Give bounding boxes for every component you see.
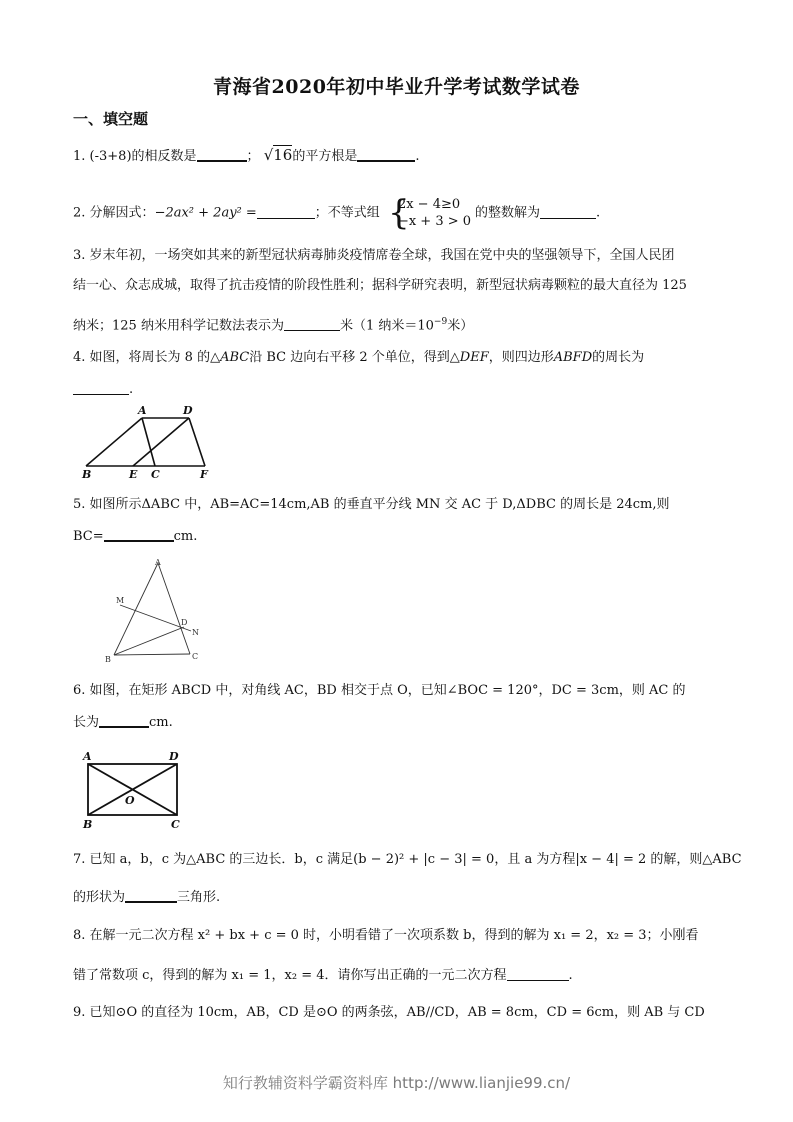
radicand: 16: [273, 146, 293, 164]
question-text: (-3+8)的相反数是: [89, 149, 197, 164]
question-text: 纳米；125 纳米用科学记数法表示为: [73, 318, 284, 334]
segment-ac: [158, 563, 190, 654]
label-a: A: [138, 404, 147, 417]
section-heading: 一、填空题: [73, 110, 149, 128]
question-text: cm.: [149, 715, 173, 730]
question-8-line-1: [73, 926, 733, 946]
answer-blank[interactable]: [284, 316, 340, 331]
question-text: 的周长为: [592, 350, 645, 365]
question-text: cm.: [173, 529, 198, 544]
question-8-line-2: [73, 966, 733, 986]
question-number: 3.: [73, 248, 86, 263]
question-4: [73, 348, 733, 368]
question-9-line-1: [73, 1003, 733, 1023]
question-5-line-2: [73, 526, 733, 547]
math-expression: −2ax² + 2ay² =: [154, 205, 257, 221]
label-d: D: [169, 750, 179, 763]
figure-triangle-bisector: [100, 555, 210, 670]
question-text: 分解因式：: [89, 205, 155, 221]
question-text: 在解一元二次方程 x² + bx + c = 0 时，小明看错了一次项系数 b，得到的解为 x₁ = 2，x₂ = 3；小刚看: [89, 928, 699, 943]
figure-rectangle: [78, 748, 188, 832]
question-7-line-1: [73, 850, 742, 870]
answer-blank[interactable]: [104, 526, 174, 542]
label-d: D: [181, 618, 188, 627]
label-b: B: [82, 468, 92, 481]
answer-blank[interactable]: [73, 380, 129, 395]
question-text: 长为: [73, 715, 100, 730]
question-text: 结一心、众志成城，取得了抗击疫情的阶段性胜利；据科学研究表明，新型冠状病毒颗粒的最大直径为 125: [73, 278, 687, 293]
question-3-line-2: [73, 276, 733, 296]
question-number: 7.: [73, 852, 86, 867]
segment-ba: [86, 418, 142, 466]
label-c: C: [171, 818, 180, 831]
question-3-line-3: [73, 312, 733, 336]
question-5-line-1: [73, 495, 733, 515]
question-text: 的形状为: [73, 890, 126, 905]
question-text: 如图，将周长为 8 的: [89, 350, 211, 365]
question-text: 的整数解为: [475, 205, 541, 221]
question-text: ；: [246, 149, 260, 164]
label-m: M: [116, 596, 125, 605]
answer-blank[interactable]: [540, 204, 596, 219]
question-text: ；不等式组: [314, 205, 380, 221]
question-text: .: [568, 968, 573, 983]
question-number: 1.: [73, 149, 86, 164]
question-7-line-2: [73, 887, 733, 908]
label-o: O: [125, 794, 135, 807]
question-number: 8.: [73, 928, 86, 943]
segment-ab: [114, 563, 158, 655]
label-b: B: [83, 818, 93, 831]
label-f: F: [200, 468, 208, 481]
inequality-row: 2x − 4≥0: [397, 197, 461, 212]
question-6-line-1: [73, 681, 733, 701]
question-number: 9.: [73, 1005, 86, 1020]
question-text: 如图，在矩形 ABCD 中，对角线 AC，BD 相交于点 O，已知∠BOC = 120°，DC = 3cm，则 AC 的: [89, 683, 686, 698]
label-a: A: [83, 750, 92, 763]
question-1: [73, 145, 733, 167]
question-number: 2.: [73, 205, 86, 221]
label-d: D: [183, 404, 193, 417]
question-text: 已知 a，b，c 为△ABC 的三边长．b，c 满足(b − 2)² + |c − 3| = 0，且 a 为方程|x − 4| = 2 的解，则△ABC: [89, 852, 742, 867]
question-text: BC=: [73, 529, 104, 544]
label-a: A: [155, 558, 161, 567]
question-text: 沿 BC 边向右平移 2 个单位，得到: [249, 350, 450, 365]
question-text: 如图所示ΔABC 中，AB=AC=14cm,AB 的垂直平分线 MN 交 AC 于 D,ΔDBC 的周长是 24cm,则: [89, 497, 670, 512]
inequality-system: [387, 193, 472, 233]
power-base: 10: [417, 318, 434, 334]
power-exponent: −9: [433, 317, 448, 327]
segment-ac: [142, 418, 155, 466]
math-expression: △DEF: [449, 350, 489, 365]
label-c: C: [192, 652, 199, 661]
question-number: 4.: [73, 350, 86, 365]
question-6-line-2: [73, 712, 733, 733]
math-expression: △ABC: [210, 350, 250, 365]
footer-watermark: 知行教辅资料学霸资料库 http://www.lianjie99.cn/: [222, 1074, 571, 1092]
answer-blank[interactable]: [125, 887, 177, 903]
segment-bc: [114, 654, 190, 655]
answer-blank[interactable]: [99, 712, 149, 728]
question-text: .: [129, 382, 134, 397]
segment-bd: [114, 627, 184, 655]
question-number: 5.: [73, 497, 86, 512]
question-text: 米）: [447, 318, 474, 334]
answer-blank[interactable]: [357, 146, 415, 162]
answer-blank[interactable]: [507, 966, 569, 981]
question-4-answer: [73, 380, 733, 400]
question-text: .: [415, 149, 420, 164]
question-2: [73, 193, 733, 233]
inequality-row: −x + 3 > 0: [397, 214, 472, 229]
question-text: 已知⊙O 的直径为 10cm，AB，CD 是⊙O 的两条弦，AB//CD，AB = 8cm，CD = 6cm，则 AB 与 CD: [89, 1005, 705, 1020]
label-e: E: [129, 468, 138, 481]
question-number: 6.: [73, 683, 86, 698]
label-b: B: [105, 655, 111, 664]
question-3-line-1: [73, 246, 733, 266]
question-text: 米（1 纳米＝: [339, 318, 418, 334]
label-n: N: [192, 628, 199, 637]
brace-icon: {: [387, 193, 410, 233]
question-text: 三角形.: [177, 890, 221, 905]
label-c: C: [151, 468, 160, 481]
answer-blank[interactable]: [257, 204, 315, 219]
question-text: 错了常数项 c，得到的解为 x₁ = 1，x₂ = 4．请你写出正确的一元二次方程: [73, 968, 507, 983]
question-text: ，则四边形: [488, 350, 554, 365]
segment-df: [189, 418, 205, 466]
segment-de: [133, 418, 189, 466]
question-text: 的平方根是: [292, 149, 358, 164]
sqrt-expression: √16: [263, 146, 293, 164]
question-text: 岁末年初，一场突如其来的新型冠状病毒肺炎疫情席卷全球，我国在党中央的坚强领导下，全国人民团: [89, 248, 675, 263]
figure-parallelogram: [72, 402, 222, 482]
question-text: .: [596, 205, 601, 221]
math-expression: ABFD: [553, 350, 593, 365]
page-title: 青海省2020年初中毕业升学考试数学试卷: [213, 76, 580, 98]
answer-blank[interactable]: [197, 146, 247, 162]
